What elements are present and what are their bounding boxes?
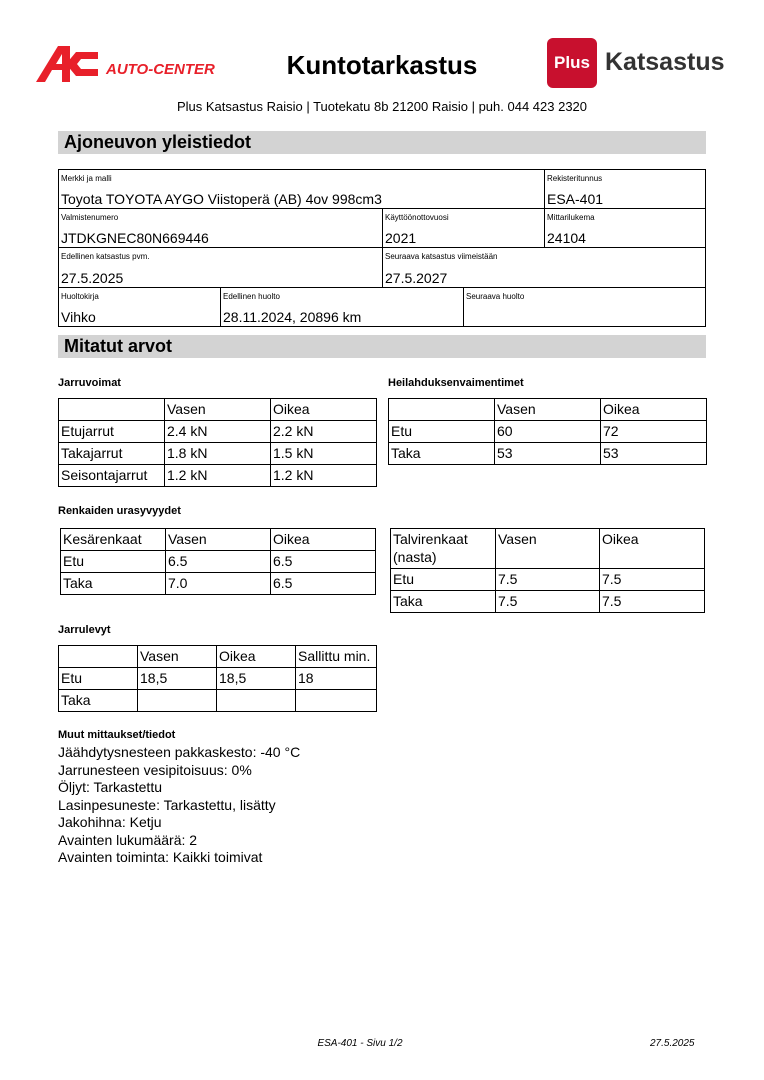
table-cell: 53 [495,443,601,465]
table-row [59,690,377,712]
table-cell: 1.5 kN [271,443,377,465]
brake-discs-table [58,645,377,712]
table-cell: 7.5 [600,569,705,591]
header-cell: Vasen [165,399,271,421]
table-row [391,569,705,591]
table-cell [138,690,217,712]
misc-line: Jarrunesteen vesipitoisuus: 0% [58,762,252,778]
odometer-cell [544,208,706,248]
footer-date: 27.5.2025 [650,1038,695,1049]
service-book-label: Huoltokirja [61,292,99,301]
make-label: Merkki ja malli [61,174,112,183]
year-value: 2021 [385,230,417,246]
table-row [391,591,705,613]
odometer-value: 24104 [547,230,586,246]
header-cell [59,646,138,668]
table-cell: 18,5 [138,668,217,690]
row-label: Taka [59,690,138,712]
table-cell: 2.4 kN [165,421,271,443]
header-cell: Kesärenkaat [61,529,166,551]
tires-title: Renkaiden urasyvyydet [58,505,181,517]
vin-cell [58,208,383,248]
table-row [59,421,377,443]
misc-line: Jäähdytysnesteen pakkaskesto: -40 °C [58,744,301,760]
next-service-cell [463,287,706,327]
misc-line: Jakohihna: Ketju [58,814,162,830]
table-row [59,443,377,465]
row-label: Taka [389,443,495,465]
table-cell: 18,5 [217,668,296,690]
row-label: Seisontajarrut [59,465,165,487]
section-general-title: Ajoneuvon yleistiedot [58,131,706,154]
table-row [61,551,376,573]
year-cell [382,208,545,248]
header-cell: Vasen [138,646,217,668]
table-row [389,443,707,465]
table-cell: 72 [601,421,707,443]
table-cell: 53 [601,443,707,465]
row-label: Etu [61,551,166,573]
table-row [59,668,377,690]
header-cell: Oikea [601,399,707,421]
row-label: Etu [389,421,495,443]
table-cell [217,690,296,712]
table-row [389,421,707,443]
table-header-row [59,646,377,668]
header-cell: Sallittu min. [296,646,377,668]
service-book-value: Vihko [61,309,96,325]
discs-title: Jarrulevyt [58,624,111,636]
misc-line: Lasinpesuneste: Tarkastettu, lisätty [58,797,276,813]
table-cell: 6.5 [166,551,271,573]
table-cell: 6.5 [271,573,376,595]
header-cell: Oikea [600,529,705,569]
contact-line: Plus Katsastus Raisio | Tuotekatu 8b 21200 Raisio | puh. 044 423 2320 [176,99,588,114]
table-cell: 1.2 kN [271,465,377,487]
misc-line: Öljyt: Tarkastettu [58,779,163,795]
row-label: Etu [391,569,496,591]
header-cell: Vasen [496,529,600,569]
last-inspection-value: 27.5.2025 [61,270,124,286]
plus-logo-box: Plus [547,38,597,88]
last-inspection-cell [58,247,383,288]
table-header-row [61,529,376,551]
table-header-row [389,399,707,421]
table-cell: 7.5 [496,591,600,613]
katsastus-logo-text: Katsastus [605,48,725,76]
vin-label: Valmistenumero [61,213,119,222]
next-inspection-label: Seuraava katsastus viimeistään [385,252,498,261]
header-cell: Oikea [271,529,376,551]
reg-label: Rekisteritunnus [547,174,603,183]
section-measured-title: Mitatut arvot [58,335,706,358]
misc-line: Avainten lukumäärä: 2 [58,832,198,848]
table-cell: 18 [296,668,377,690]
header-cell: Oikea [271,399,377,421]
header-cell: Talvirenkaat (nasta) [391,529,496,569]
brakes-table [58,398,377,487]
table-cell: 1.2 kN [165,465,271,487]
table-cell: 1.8 kN [165,443,271,465]
brakes-title: Jarruvoimat [58,377,121,389]
row-label: Taka [61,573,166,595]
misc-title: Muut mittaukset/tiedot [58,729,176,741]
table-cell [296,690,377,712]
last-inspection-label: Edellinen katsastus pvm. [61,252,150,261]
table-cell: 7.0 [166,573,271,595]
vin-value: JTDKGNEC80N669446 [61,230,209,246]
header-cell [389,399,495,421]
header-cell: Oikea [217,646,296,668]
table-cell: 6.5 [271,551,376,573]
table-row [61,573,376,595]
row-label: Taka [391,591,496,613]
page-title: Kuntotarkastus [286,50,478,80]
next-service-label: Seuraava huolto [466,292,525,301]
year-label: Käyttöönottovuosi [385,213,449,222]
header-cell: Vasen [166,529,271,551]
table-cell: 2.2 kN [271,421,377,443]
next-inspection-cell [382,247,706,288]
table-cell: 7.5 [600,591,705,613]
make-value: Toyota TOYOTA AYGO Viistoperä (AB) 4ov 998cm3 [61,191,382,207]
plus-katsastus-logo [547,38,727,88]
header-cell [59,399,165,421]
row-label: Etujarrut [59,421,165,443]
last-service-cell [220,287,464,327]
next-inspection-value: 27.5.2027 [385,270,448,286]
summer-tires-table [60,528,376,595]
row-label: Etu [59,668,138,690]
table-cell: 60 [495,421,601,443]
row-label: Takajarrut [59,443,165,465]
auto-center-logo-text: AUTO-CENTER [106,61,215,78]
footer-page-info: ESA-401 - Sivu 1/2 [317,1038,403,1049]
table-header-row [59,399,377,421]
reg-value: ESA-401 [547,191,604,207]
shocks-title: Heilahduksenvaimentimet [388,377,524,389]
reg-cell [544,169,706,209]
last-service-value: 28.11.2024, 20896 km [223,309,362,325]
table-cell: 7.5 [496,569,600,591]
odometer-label: Mittarilukema [547,213,595,222]
table-header-row [391,529,705,569]
misc-line: Avainten toiminta: Kaikki toimivat [58,849,263,865]
header-cell: Vasen [495,399,601,421]
shocks-table [388,398,707,465]
make-cell [58,169,545,209]
service-book-cell [58,287,221,327]
table-row [59,465,377,487]
winter-tires-table [390,528,705,613]
last-service-label: Edellinen huolto [223,292,280,301]
